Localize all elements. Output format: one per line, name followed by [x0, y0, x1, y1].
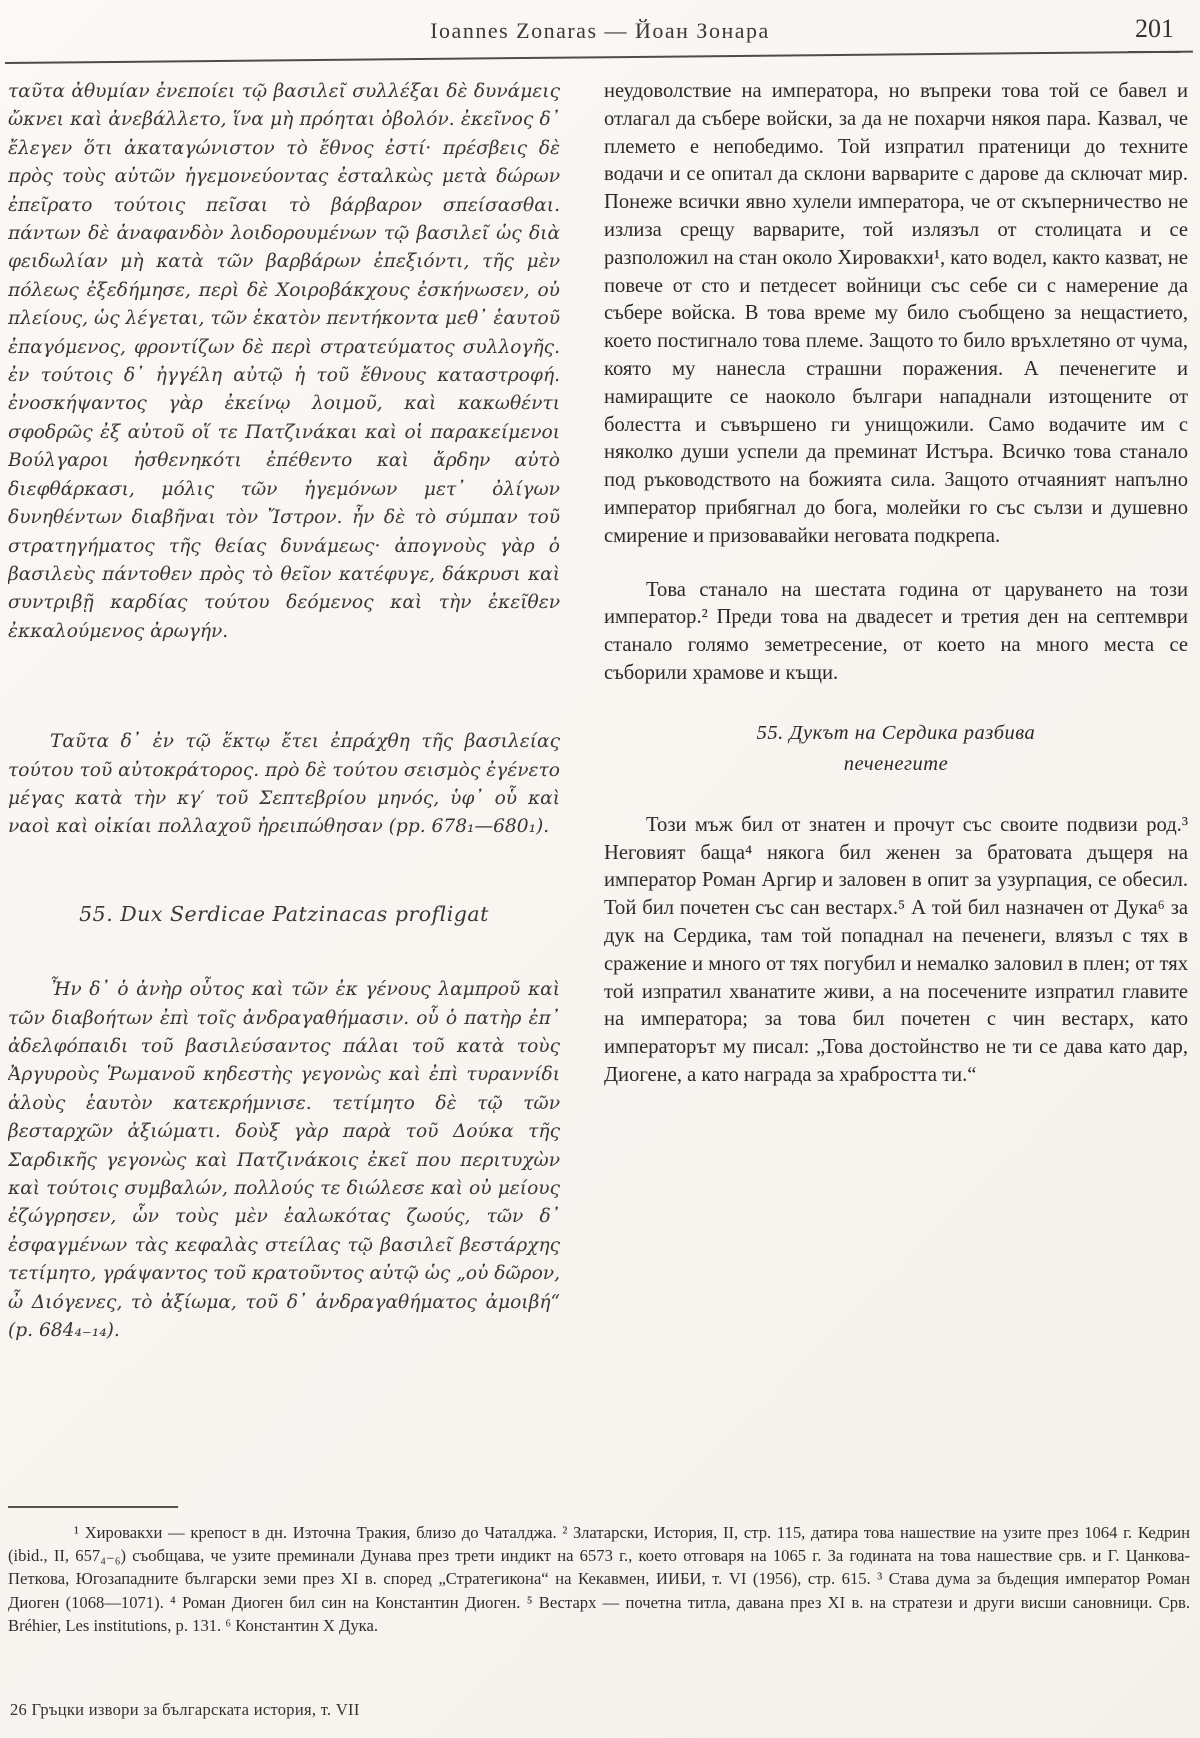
- translation-paragraph-earthquake: Това станало на шестата година от царуването на този император.² Преди това на двадесет и третия ден на септември станало голямо земетресение, от което на много места се съборили храмове и къщи.: [604, 578, 1188, 684]
- footnote-separator-rule: [8, 1506, 178, 1508]
- page-header: [0, 12, 1200, 54]
- page-number: 201: [1135, 14, 1174, 43]
- greek-source-column: [8, 78, 560, 1502]
- text-columns: [8, 78, 1188, 1502]
- heading-line-1: 55. Дукът на Сердика разбива: [756, 721, 1036, 744]
- translation-paragraph-continuation: неудоволствие на императора, но въпреки това той се бавел и отлагал да събере войски, за да не похарчи някоя пара. Казвал, че племето е непобедимо. Той изпратил пратеници до техните водачи и се опитал да склони варварите с дарове да сключат мир. Понеже всички явно хулели императора, че от скъперничество не излиза срещу варварите, той излязъл от столицата и се разположил на стан около Хировакхи¹, като водел, както казват, не повече от сто и петдесет войници със себе си с намерение да събере войска. В това време му било съобщено за нещастието, което постигнало това племе. Защото то било връхлетяно от чума, която му нанесла страшни поражения. А печенегите и намиращите се наоколо българи нападнали изтощените от болестта и съвършено ги унищожили. Само водачите им с няколко души успели да преминат Истъра. Всичко това станало под ръководството на божията сила. Защото отчаяният напълно император прибягнал до бога, молейки го със сълзи и душевно смирение и призовавайки неговата подкрепа.: [604, 80, 1188, 547]
- running-title: Ioannes Zonaras — Йоан Зонара: [430, 18, 770, 43]
- translation-paragraph-section-55: Този мъж бил от знатен и прочут със своите подвизи род.³ Неговият баща⁴ някога бил женен за братовата дъщеря на император Роман Аргир и заловен в опит за узурпация, се обесил. Той бил почетен със сан вестарх.⁵ А той бил назначен от Дука⁶ за дук на Сердика, там той попаднал на печенеги, влязъл с тях в сражение и много от тях погубил и немалко заловил в плен; от тях той изпратил хванатите живи, а на посечените изпратил главите на императора; за това бил почетен с чин вестарх, като императорът му писал: „Това достойнство не ти се дава като дар, Диогене, а като награда за храбростта ти.“: [604, 813, 1188, 1086]
- section-heading-bulgarian: [604, 718, 1188, 780]
- bulgarian-translation-column: [604, 78, 1188, 1502]
- greek-paragraph-earthquake: Ταῦτα δ᾽ ἐν τῷ ἕκτῳ ἔτει ἐπράχθη τῆς βασιλείας τούτου τοῦ αὐτοκράτορος. πρὸ δὲ τούτου σεισμὸς ἐγένετο μέγας κατὰ τὴν κγ′ τοῦ Σεπτεβρίου μηνός, ὑφ᾽ οὗ καὶ ναοὶ καὶ οἰκίαι πολλαχοῦ ἠρειπώθησαν (pp. 678₁—680₁).: [8, 731, 560, 838]
- footnotes-block: ¹ Хировакхи — крепост в дн. Източна Тракия, близо до Чаталджа. ² Златарски, История, II, стр. 115, датира това нашествие на узите през 1064 г. Кедрин (ibid., II, 657₄₋₆) съобщава, че узите преминали Дунава през трети индикт на 6573 г., което отговаря на 1065 г. За годината на това нашествие срв. и Г. Цанкова-Петкова, Югозападните български земи през XI в. според „Стратегикона“ на Кекавмен, ИИБИ, т. VI (1956), стр. 615. ³ Става дума за бъдещия император Роман Диоген (1068—1071). ⁴ Роман Диоген бил син на Константин Диоген. ⁵ Вестарх — почетна титла, давана през XI в. на стратези и други висши сановници. Срв. Bréhier, Les institutions, p. 131. ⁶ Константин X Дука.: [8, 1523, 1190, 1635]
- greek-paragraph-section-55: Ἦν δ᾽ ὁ ἀνὴρ οὗτος καὶ τῶν ἐκ γένους λαμπροῦ καὶ τῶν διαβοήτων ἐπὶ τοῖς ἀνδραγαθήμασιν. οὗ ὁ πατὴρ ἐπ᾽ ἀδελφόπαιδι τοῦ βασιλεύσαντος πάλαι τοῦ κατὰ τοὺς Ἀργυροὺς Ῥωμανοῦ κηδεστὴς γεγονὼς καὶ ἐπὶ τυραννίδι ἁλοὺς ἑαυτὸν κατεκρήμνισε. τετίμητο δὲ τῷ τῶν βεσταρχῶν ἀξιώματι. δοὺξ γὰρ παρὰ τοῦ Δούκα τῆς Σαρδικῆς γεγονὼς καὶ Πατζινάκοις ἐκεῖ που περιτυχὼν καὶ τούτοις συμβαλών, πολλούς τε διώλεσε καὶ οὐ μείους ἐζώγρησεν, ὧν τοὺς μὲν ἑαλωκότας ζωούς, τῶν δ᾽ ἐσφαγμένων τὰς κεφαλὰς στείλας τῷ βασιλεῖ βεστάρχης τετίμητο, γράψαντος τοῦ κρατοῦντος αὐτῷ ὡς „οὐ δῶρον, ὦ Διόγενες, τὸ ἀξίωμα, τοῦ δ᾽ ἀνδραγαθήματος ἀμοιβή“ (p. 684₄₋₁₄).: [8, 979, 560, 1342]
- greek-paragraph-continuation: ταῦτα ἀθυμίαν ἐνεποίει τῷ βασιλεῖ συλλέξαι δὲ δυνάμεις ὤκνει καὶ ἀνεβάλλετο, ἵνα μὴ πρόηται ὀβολόν. ἐκεῖνος δ᾽ ἔλεγεν ὅτι ἀκαταγώνιστον τὸ ἔθνος ἐστί· πρέσβεις δὲ πρὸς τοὺς αὐτῶν ἡγεμονεύοντας ἐσταλκὼς μετὰ δώρων ἐπεῖρατο τούτοις πεῖσαι τὸ βάρβαρον σπείσασθαι. πάντων δὲ ἀναφανδὸν λοιδορουμένων τῷ βασιλεῖ ὡς διὰ φειδωλίαν μὴ κατὰ τῶν βαρβάρων ἐπεξιόντι, τῆς μὲν πόλεως ἐξεδήμησε, περὶ δὲ Χοιροβάκχους ἐσκήνωσεν, οὐ πλείους, ὡς λέγεται, τῶν ἑκατὸν πεντήκοντα μεθ᾽ ἑαυτοῦ ἐπαγόμενος, φροντίζων δὲ περὶ στρατεύματος συλλογῆς. ἐν τούτοις δ᾽ ἠγγέλη αὐτῷ ἡ τοῦ ἔθνους καταστροφή. ἐνοσκήψαντος γὰρ ἐκείνῳ λοιμοῦ, καὶ κακωθέντι σφοδρῶς ἐξ αὐτοῦ οἵ τε Πατζινάκαι καὶ οἱ παρακείμενοι Βούλγαροι ἠσθενηκότι ἐπέθεντο καὶ ἄρδην αὐτὸ διεφθάρκασι, μόλις τῶν ἡγεμόνων μετ᾽ ὀλίγων δυνηθέντων διαβῆναι τὸν Ἴστρον. ἦν δὲ τὸ σύμπαν τοῦ στρατηγήματος τῆς θείας δυνάμεως· ἀπογνοὺς γὰρ ὁ βασιλεὺς πάντοθεν πρὸς τὸ θεῖον κατέφυγε, δάκρυσι καὶ συντριβῇ καρδίας τούτου δεόμενος καὶ τὴν ἐκεῖθεν ἐκκαλούμενος ἀρωγήν.: [8, 81, 560, 642]
- section-heading-latin: 55. Dux Serdicae Patzinacas profligat: [79, 901, 489, 926]
- print-signature: 26 Гръцки извори за българската история, т. VII: [10, 1700, 360, 1719]
- heading-line-2: печенегите: [843, 752, 949, 775]
